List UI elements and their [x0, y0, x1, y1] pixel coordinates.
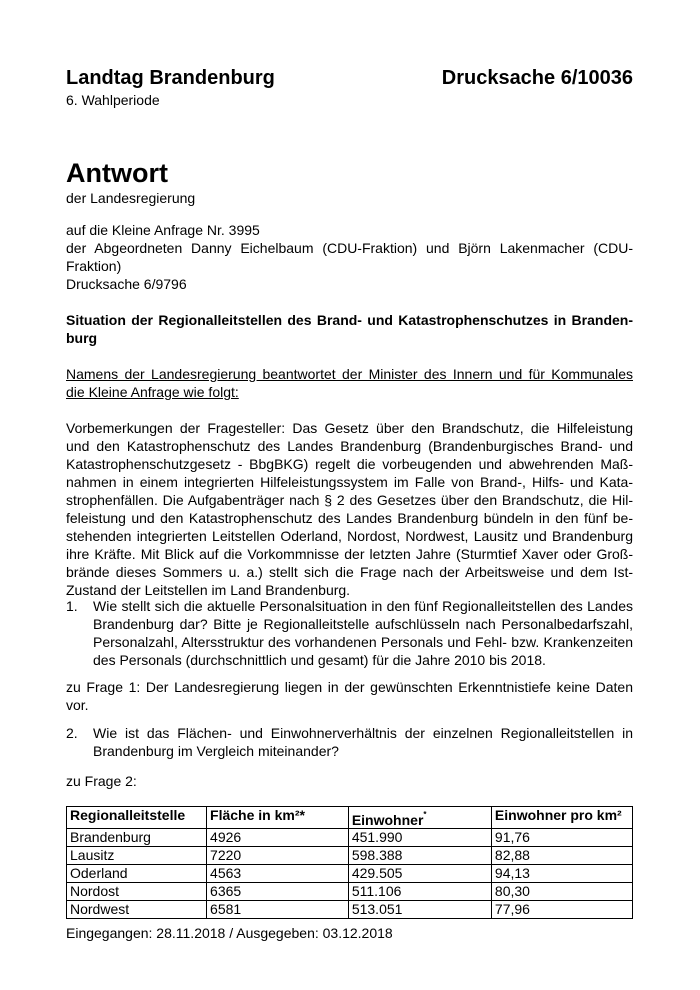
table-row — [67, 829, 633, 847]
table-cell: 94,13 — [491, 865, 632, 883]
answer-2-label: zu Frage 2: — [66, 773, 137, 789]
remarks-line: nahmen in einem integrierten Hilfeleistungssystem im Falle von Brand-, Hilfs- und Kata- — [66, 474, 633, 490]
table-cell: 6365 — [207, 883, 349, 901]
subject-title — [66, 311, 633, 347]
remarks-line: strophenfällen. Die Aufgabenträger nach § 2 des Gesetzes über den Brandschutz, die Hil- — [66, 492, 633, 508]
reference-line: Fraktion) — [66, 258, 122, 274]
table-cell: 91,76 — [491, 829, 632, 847]
column-header: Einwohner pro km² — [491, 807, 632, 829]
question-number: 1. — [66, 598, 78, 614]
reference-block — [66, 221, 633, 293]
reference-line: auf die Kleine Anfrage Nr. 3995 — [66, 222, 260, 238]
question-line: Personalzahl, Altersstruktur des vorhandenen Personals und Fehl- bzw. Krankenzeiten — [93, 634, 633, 650]
table-row — [67, 901, 633, 919]
table-cell: 451.990 — [348, 829, 491, 847]
table-cell: 77,96 — [491, 901, 632, 919]
document-subtitle: der Landesregierung — [66, 190, 196, 206]
answer-line: zu Frage 1: Der Landesregierung liegen in der gewünschten Erkenntnistiefe keine Daten — [66, 679, 633, 695]
column-header — [348, 807, 491, 829]
table-cell: 429.505 — [348, 865, 491, 883]
question-text — [93, 597, 633, 669]
question-number: 2. — [66, 725, 78, 741]
table-cell: Nordost — [67, 883, 207, 901]
preliminary-remarks — [66, 419, 633, 599]
remarks-line: und den Katastrophenschutz des Landes Brandenburg (Brandenburgisches Brand- und — [66, 438, 633, 454]
table-cell: 80,30 — [491, 883, 632, 901]
legislative-period: 6. Wahlperiode — [66, 92, 160, 108]
reference-line: Drucksache 6/9796 — [66, 276, 187, 292]
table-cell: Lausitz — [67, 847, 207, 865]
table-row — [67, 847, 633, 865]
document-header — [66, 67, 633, 91]
answer-line: vor. — [66, 697, 89, 713]
question-line: Wie ist das Flächen- und Einwohnerverhältnis der einzelnen Regionalleitstellen in — [93, 725, 633, 741]
remarks-line: stehenden integrierten Leitstellen Oderland, Nordost, Nordwest, Lausitz und Brandenburg — [66, 528, 633, 544]
table-row — [67, 883, 633, 901]
table-cell: 82,88 — [491, 847, 632, 865]
table-cell: Oderland — [67, 865, 207, 883]
drucksache-number: Drucksache 6/10036 — [441, 67, 633, 89]
remarks-line: Zustand der Leitstellen im Land Brandenburg. — [66, 582, 351, 598]
question-line: des Personals (durchschnittlich und gesamt) für die Jahre 2010 bis 2018. — [93, 652, 546, 668]
footnote-marker: * — [423, 810, 427, 819]
table-row — [67, 865, 633, 883]
intro-line: die Kleine Anfrage wie folgt: — [66, 384, 239, 400]
table-cell: 4563 — [207, 865, 349, 883]
regional-control-centers-table — [66, 806, 633, 919]
column-header: Regionalleitstelle — [67, 807, 207, 829]
table-cell: 6581 — [207, 901, 349, 919]
table-cell: 4926 — [207, 829, 349, 847]
table-header-row — [67, 807, 633, 829]
table-cell: Nordwest — [67, 901, 207, 919]
table-cell: 513.051 — [348, 901, 491, 919]
remarks-line: feleistung und den Katastrophenschutz des Landes Brandenburg bündeln in den fünf be- — [66, 510, 633, 526]
remarks-line: ihre Kräfte. Mit Blick auf die Vorkommnisse der letzten Jahre (Sturmtief Xaver oder Groß- — [66, 546, 633, 562]
intro-line: Namens der Landesregierung beantwortet der Minister des Innern und für Kommunales — [66, 366, 633, 382]
issue-dates-footer: Eingegangen: 28.11.2018 / Ausgegeben: 03.12.2018 — [66, 925, 393, 941]
intro-statement — [66, 365, 633, 401]
reference-line: der Abgeordneten Danny Eichelbaum (CDU-Fraktion) und Björn Lakenmacher (CDU- — [66, 240, 633, 256]
question-1 — [66, 597, 633, 669]
table-cell: 7220 — [207, 847, 349, 865]
table-cell: Brandenburg — [67, 829, 207, 847]
question-line: Wie stellt sich die aktuelle Personalsituation in den fünf Regionalleitstellen des Landes — [93, 598, 633, 614]
question-line: Brandenburg im Vergleich miteinander? — [93, 743, 339, 759]
subject-title-line: Situation der Regionalleitstellen des Brand- und Katastrophenschutzes in Branden- — [66, 312, 633, 328]
document-type-heading: Antwort — [66, 158, 168, 188]
institution-name: Landtag Brandenburg — [66, 67, 275, 89]
answer-1 — [66, 678, 633, 714]
table-cell: 598.388 — [348, 847, 491, 865]
subject-title-line: burg — [66, 330, 98, 346]
column-header-text: Einwohner — [351, 812, 424, 828]
remarks-line: brände dieses Sommers u. a.) stellt sich die Frage nach der Arbeitsweise und dem Ist- — [66, 564, 633, 580]
question-2 — [66, 724, 633, 760]
remarks-line: Katastrophenschutzgesetz - BbgBKG) regelt die vorbeugenden und abwehrenden Maß- — [66, 456, 633, 472]
question-text — [93, 724, 633, 760]
question-line: Brandenburg dar? Bitte je Regionalleitstelle aufschlüsseln nach Personalbedarfszahl, — [93, 616, 633, 632]
column-header: Fläche in km²* — [207, 807, 349, 829]
table-cell: 511.106 — [348, 883, 491, 901]
remarks-line: Vorbemerkungen der Fragesteller: Das Gesetz über den Brandschutz, die Hilfeleistung — [66, 420, 633, 436]
